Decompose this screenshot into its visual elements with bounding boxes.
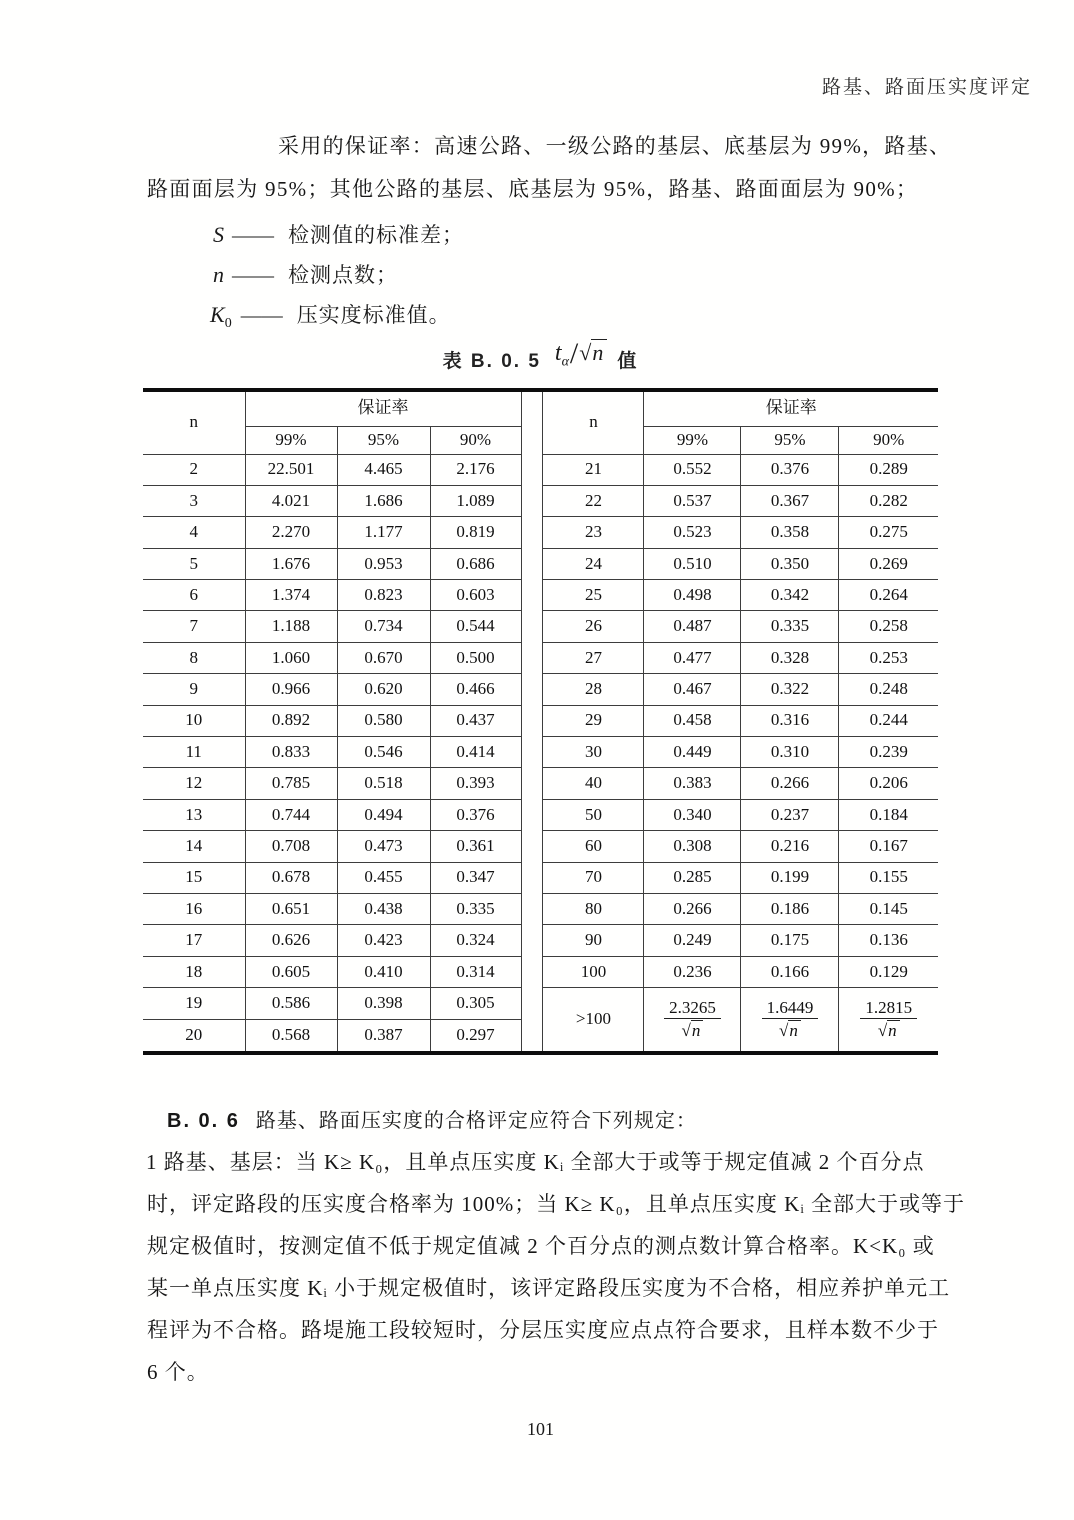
cell-n: 70 [543, 862, 644, 893]
percent-header: 95% [741, 426, 839, 454]
cell-value: 0.248 [839, 674, 938, 705]
percent-header: 90% [430, 426, 521, 454]
cell-value: 0.437 [430, 705, 521, 736]
cell-value: 0.376 [741, 454, 839, 485]
cell-value: 0.393 [430, 768, 521, 799]
values-table [143, 388, 938, 1055]
table-row [543, 925, 938, 956]
cell-value [644, 988, 741, 1051]
cell-value: 0.206 [839, 768, 938, 799]
table-row [543, 956, 938, 987]
table-row [543, 737, 938, 768]
group-header-assurance: 保证率 [644, 392, 938, 426]
cell-value: 0.833 [245, 737, 337, 768]
cell-value: 0.199 [741, 862, 839, 893]
table-row [143, 611, 521, 642]
table-row [143, 893, 521, 924]
cell-n: 20 [143, 1019, 245, 1051]
cell-value: 0.175 [741, 925, 839, 956]
cell-value: 0.449 [644, 737, 741, 768]
cell-value: 0.498 [644, 580, 741, 611]
table-row [143, 831, 521, 862]
cell-value: 0.423 [337, 925, 430, 956]
definition-item-s [213, 219, 464, 249]
table-row [143, 485, 521, 516]
table-row [543, 454, 938, 485]
cell-value: 1.177 [337, 517, 430, 548]
section-number: B. 0. 6 [167, 1110, 240, 1132]
def-description: 检测值的标准差； [288, 223, 464, 247]
cell-value: 0.473 [337, 831, 430, 862]
cell-value: 0.347 [430, 862, 521, 893]
cell-value: 1.089 [430, 485, 521, 516]
cell-n: 7 [143, 611, 245, 642]
def-symbol: S [213, 222, 224, 247]
def-symbol: K [210, 302, 225, 327]
cell-value: 0.467 [644, 674, 741, 705]
cell-value: 0.552 [644, 454, 741, 485]
group-header-assurance: 保证率 [245, 392, 521, 426]
cell-value: 0.686 [430, 548, 521, 579]
cell-value: 1.374 [245, 580, 337, 611]
radical-sign: √ [681, 1021, 691, 1041]
cell-value: 0.414 [430, 737, 521, 768]
cell-value: 0.297 [430, 1019, 521, 1051]
percent-header: 99% [644, 426, 741, 454]
cell-value: 0.966 [245, 674, 337, 705]
slash-glyph: / [569, 337, 579, 370]
cell-value: 0.258 [839, 611, 938, 642]
section-heading [167, 1104, 697, 1133]
cell-value: 0.953 [337, 548, 430, 579]
column-header-n: n [543, 392, 644, 454]
cell-value: 0.322 [741, 674, 839, 705]
cell-value: 0.316 [741, 705, 839, 736]
table-row [543, 642, 938, 673]
table-caption-suffix: 值 [617, 351, 639, 372]
values-table-left [143, 392, 522, 1051]
table-row [143, 548, 521, 579]
cell-value: 0.410 [337, 956, 430, 987]
table-row [143, 799, 521, 830]
cell-n: 12 [143, 768, 245, 799]
cell-n: 11 [143, 737, 245, 768]
cell-value: 0.324 [430, 925, 521, 956]
cell-value: 0.249 [644, 925, 741, 956]
cell-value: 0.580 [337, 705, 430, 736]
cell-value: 0.155 [839, 862, 938, 893]
percent-header: 99% [245, 426, 337, 454]
cell-value: 2.270 [245, 517, 337, 548]
paragraph-line: 某一单点压实度 Kᵢ 小于规定极值时，该评定路段压实度为不合格，相应养护单元工 [147, 1276, 951, 1300]
cell-n: 26 [543, 611, 644, 642]
cell-n: 22 [543, 485, 644, 516]
cell-value: 0.819 [430, 517, 521, 548]
cell-value: 0.314 [430, 956, 521, 987]
cell-value: 0.184 [839, 799, 938, 830]
table-row [543, 768, 938, 799]
table-row [543, 580, 938, 611]
cell-value: 0.236 [644, 956, 741, 987]
table-row [543, 674, 938, 705]
fraction-value: $\frac{1.6449}{√n}$ [762, 998, 819, 1041]
cell-value: 0.500 [430, 642, 521, 673]
cell-value: 0.708 [245, 831, 337, 862]
def-description: 检测点数； [288, 263, 398, 287]
cell-value: 0.266 [644, 893, 741, 924]
cell-value: 0.546 [337, 737, 430, 768]
table-row [543, 862, 938, 893]
cell-value: 0.537 [644, 485, 741, 516]
table-gap [522, 392, 543, 1051]
cell-value: 0.383 [644, 768, 741, 799]
cell-value: 0.523 [644, 517, 741, 548]
cell-value: 0.518 [337, 768, 430, 799]
cell-value: 0.237 [741, 799, 839, 830]
cell-value: 1.060 [245, 642, 337, 673]
percent-header: 90% [839, 426, 938, 454]
cell-n: 4 [143, 517, 245, 548]
cell-value: 0.678 [245, 862, 337, 893]
table-row [543, 799, 938, 830]
cell-n: 5 [143, 548, 245, 579]
paragraph-line: 规定极值时，按测定值不低于规定值减 2 个百分点的测点数计算合格率。K<K₀ 或 [147, 1234, 935, 1258]
cell-n: 24 [543, 548, 644, 579]
radical-sign: √ [877, 1021, 888, 1041]
cell-value: 0.186 [741, 893, 839, 924]
cell-n: 90 [543, 925, 644, 956]
table-row [143, 580, 521, 611]
cell-value: 0.387 [337, 1019, 430, 1051]
table-caption-label: 表 B. 0. 5 [442, 351, 541, 372]
intro-line-2: 路面面层为 95%；其他公路的基层、底基层为 95%，路基、路面面层为 90%； [147, 177, 919, 201]
cell-value: 1.686 [337, 485, 430, 516]
cell-value: 0.744 [245, 799, 337, 830]
cell-n: 25 [543, 580, 644, 611]
cell-n: 8 [143, 642, 245, 673]
page-number: 101 [527, 1419, 554, 1439]
cell-n: 2 [143, 454, 245, 485]
table-row [143, 956, 521, 987]
table-caption [143, 337, 938, 378]
paragraph-line: 6 个。 [147, 1360, 209, 1384]
cell-value: 2.176 [430, 454, 521, 485]
t-variable: t [554, 340, 562, 366]
cell-value: 0.620 [337, 674, 430, 705]
cell-value: 0.269 [839, 548, 938, 579]
cell-value: 4.021 [245, 485, 337, 516]
cell-value: 0.308 [644, 831, 741, 862]
table-row [143, 454, 521, 485]
cell-value: 0.651 [245, 893, 337, 924]
radical-sign: √ [779, 1021, 789, 1041]
table-row [143, 737, 521, 768]
cell-value: 0.892 [245, 705, 337, 736]
cell-value: 0.289 [839, 454, 938, 485]
cell-value: 0.455 [337, 862, 430, 893]
table-row [143, 705, 521, 736]
cell-value: 0.510 [644, 548, 741, 579]
cell-value: 0.361 [430, 831, 521, 862]
cell-value: 0.544 [430, 611, 521, 642]
cell-value: 0.136 [839, 925, 938, 956]
table-row [143, 674, 521, 705]
cell-n: 9 [143, 674, 245, 705]
cell-value: 0.670 [337, 642, 430, 673]
column-header-n: n [143, 392, 245, 454]
cell-value: 0.568 [245, 1019, 337, 1051]
cell-value: 0.477 [644, 642, 741, 673]
table-row [143, 642, 521, 673]
cell-n: 80 [543, 893, 644, 924]
cell-value: 0.216 [741, 831, 839, 862]
table-row [143, 862, 521, 893]
cell-n: 14 [143, 831, 245, 862]
cell-value: 0.305 [430, 988, 521, 1019]
table-row [143, 925, 521, 956]
def-dash: —— [240, 303, 283, 327]
cell-value: 0.466 [430, 674, 521, 705]
n-variable: n [592, 340, 604, 365]
cell-value: 0.266 [741, 768, 839, 799]
running-head: 路基、路面压实度评定 [821, 77, 1032, 98]
cell-value: 0.487 [644, 611, 741, 642]
cell-value: 0.285 [644, 862, 741, 893]
cell-n: 17 [143, 925, 245, 956]
definition-item-k0 [210, 299, 451, 332]
alpha-subscript: α [561, 354, 569, 370]
cell-value: 0.494 [337, 799, 430, 830]
cell-value: 0.340 [644, 799, 741, 830]
cell-value: 0.310 [741, 737, 839, 768]
cell-value: 0.244 [839, 705, 938, 736]
cell-n: 13 [143, 799, 245, 830]
cell-value: 0.350 [741, 548, 839, 579]
cell-value: 0.335 [430, 893, 521, 924]
table-row [543, 611, 938, 642]
table-row [543, 517, 938, 548]
caption-formula [555, 337, 607, 371]
cell-value: 0.367 [741, 485, 839, 516]
radical-sign: √ [579, 340, 592, 365]
values-table-right [542, 392, 938, 1051]
cell-value: 4.465 [337, 454, 430, 485]
cell-n: 40 [543, 768, 644, 799]
cell-n: 3 [143, 485, 245, 516]
cell-value: 0.282 [839, 485, 938, 516]
paragraph-line: 程评为不合格。路堤施工段较短时，分层压实度应点点符合要求，且样本数不少于 [147, 1318, 939, 1342]
cell-value [839, 988, 938, 1051]
cell-value: 0.438 [337, 893, 430, 924]
cell-value: 0.586 [245, 988, 337, 1019]
cell-value: 0.239 [839, 737, 938, 768]
def-symbol-subscript: 0 [224, 316, 233, 332]
cell-n: 16 [143, 893, 245, 924]
fraction-value: $\frac{1.2815}{√n}$ [860, 998, 917, 1041]
def-dash: —— [232, 223, 274, 247]
cell-n: 15 [143, 862, 245, 893]
intro-line-1: 采用的保证率：高速公路、一级公路的基层、底基层为 99%，路基、 [278, 134, 952, 158]
cell-value: 0.275 [839, 517, 938, 548]
cell-value: 0.166 [741, 956, 839, 987]
def-dash: —— [232, 263, 274, 287]
def-description: 压实度标准值。 [296, 303, 451, 327]
cell-value: 0.376 [430, 799, 521, 830]
cell-value: 0.458 [644, 705, 741, 736]
cell-value: 0.335 [741, 611, 839, 642]
cell-value: 0.603 [430, 580, 521, 611]
cell-value: 0.398 [337, 988, 430, 1019]
cell-n: 21 [543, 454, 644, 485]
cell-value: 0.605 [245, 956, 337, 987]
cell-n: 28 [543, 674, 644, 705]
cell-n: 18 [143, 956, 245, 987]
table-row [143, 517, 521, 548]
cell-value: 0.734 [337, 611, 430, 642]
cell-value: 0.358 [741, 517, 839, 548]
cell-n: 30 [543, 737, 644, 768]
paragraph-line: 时，评定路段的压实度合格率为 100%；当 K≥ K₀，且单点压实度 Kᵢ 全部大于或等于 [147, 1192, 966, 1216]
table-row [143, 1019, 521, 1051]
cell-n: >100 [543, 988, 644, 1051]
cell-value: 0.167 [839, 831, 938, 862]
table-row [143, 768, 521, 799]
cell-value: 0.785 [245, 768, 337, 799]
cell-n: 23 [543, 517, 644, 548]
cell-value: 0.823 [337, 580, 430, 611]
percent-header: 95% [337, 426, 430, 454]
cell-value: 0.145 [839, 893, 938, 924]
fraction-value: $\frac{2.3265}{√n}$ [664, 998, 721, 1041]
table-row [543, 893, 938, 924]
cell-value: 1.188 [245, 611, 337, 642]
cell-n: 29 [543, 705, 644, 736]
table-row [543, 548, 938, 579]
table-row [543, 988, 938, 1051]
table-row [143, 988, 521, 1019]
cell-value: 0.342 [741, 580, 839, 611]
definition-item-n [213, 259, 398, 289]
cell-value: 22.501 [245, 454, 337, 485]
table-row [543, 831, 938, 862]
cell-n: 19 [143, 988, 245, 1019]
cell-n: 6 [143, 580, 245, 611]
cell-n: 10 [143, 705, 245, 736]
cell-value: 0.328 [741, 642, 839, 673]
sqrt-overline [591, 339, 607, 365]
cell-n: 100 [543, 956, 644, 987]
cell-n: 50 [543, 799, 644, 830]
def-symbol: n [213, 262, 224, 287]
cell-value: 0.264 [839, 580, 938, 611]
cell-value: 0.253 [839, 642, 938, 673]
section-title: 路基、路面压实度的合格评定应符合下列规定： [255, 1110, 697, 1132]
cell-value: 0.129 [839, 956, 938, 987]
cell-n: 60 [543, 831, 644, 862]
cell-value: 0.626 [245, 925, 337, 956]
cell-n: 27 [543, 642, 644, 673]
table-row [543, 485, 938, 516]
cell-value [741, 988, 839, 1051]
cell-value: 1.676 [245, 548, 337, 579]
table-row [543, 705, 938, 736]
paragraph-line: 1 路基、基层：当 K≥ K₀，且单点压实度 Kᵢ 全部大于或等于规定值减 2 个百分点 [146, 1150, 925, 1174]
